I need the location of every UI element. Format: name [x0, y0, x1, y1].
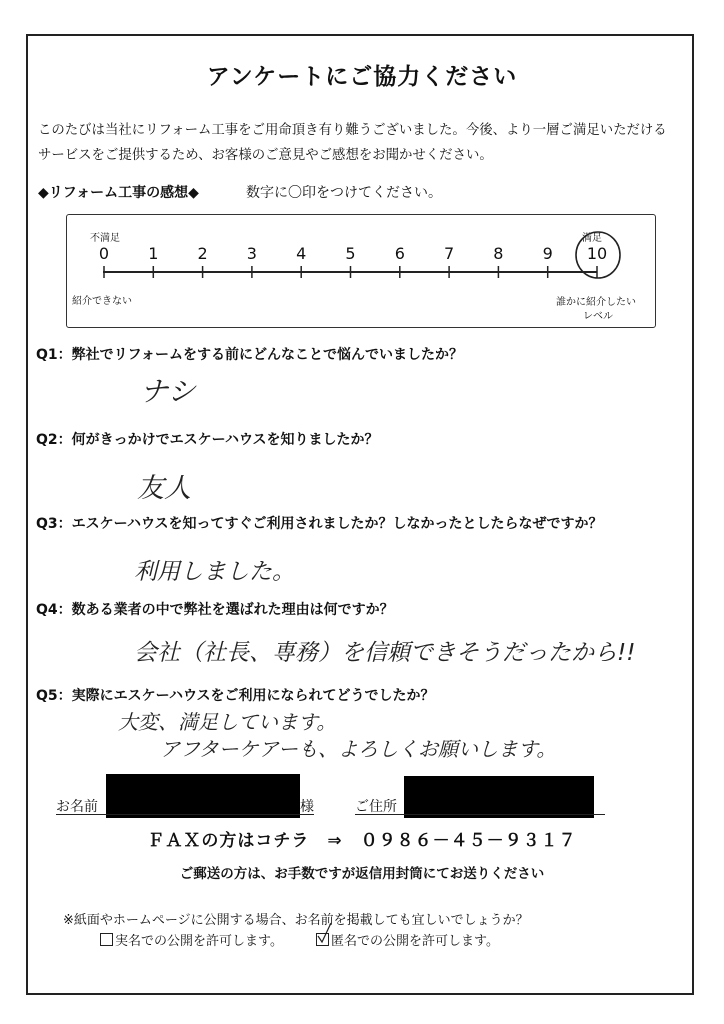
- instruction-text: 数字に〇印をつけてください。: [246, 185, 442, 201]
- intro-text: このたびは当社にリフォーム工事をご用命頂き有り難うございました。今後、より一層ご満足いただけるサービスをご提供するため、お客様のご意見やご感想をお聞かせください。: [38, 123, 667, 163]
- option-real-label: 実名での公開を許可します。: [115, 934, 283, 949]
- question-1: Q1：弊社でリフォームをする前にどんなことで悩んでいましたか？: [36, 347, 463, 363]
- publish-question: ※紙面やホームページに公開する場合、お名前を掲載しても宜しいでしょうか？: [63, 913, 529, 928]
- scale-number-1: 1: [148, 244, 159, 263]
- answer-5-line-1: 大変、満足しています。: [118, 710, 337, 734]
- scale-number-4: 4: [296, 244, 307, 263]
- mail-line: ご郵送の方は、お手数ですが返信用封筒にてお送りください: [179, 866, 545, 882]
- check-mark-icon: [316, 922, 332, 944]
- scale-number-7: 7: [444, 244, 455, 263]
- scale-number-9: 9: [542, 244, 553, 263]
- name-suffix: 様: [300, 799, 314, 815]
- fax-line: ＦＡＸの方はコチラ ⇒ ０９８６－４５－９３１７: [147, 831, 577, 851]
- scale-low-label: 不満足: [90, 233, 120, 244]
- address-redaction: [404, 776, 594, 818]
- selected-circle: [576, 232, 620, 278]
- survey-title: アンケートにご協力ください: [206, 64, 518, 90]
- scale-high-label: 満足: [582, 233, 602, 244]
- scale-high-caption-1: 誰かに紹介したい: [556, 297, 636, 308]
- name-label: お名前: [56, 799, 98, 815]
- scale-number-8: 8: [493, 244, 504, 263]
- scale-number-2: 2: [197, 244, 208, 263]
- question-2: Q2：何がきっかけでエスケーハウスを知りましたか？: [36, 432, 379, 448]
- section-title: ◆リフォーム工事の感想◆: [38, 185, 199, 201]
- question-4: Q4：数ある業者の中で弊社を選ばれた理由は何ですか？: [36, 602, 394, 618]
- option-anon[interactable]: [316, 930, 499, 949]
- option-real[interactable]: [100, 930, 283, 949]
- scale-number-5: 5: [345, 244, 356, 263]
- scale-number-3: 3: [246, 244, 257, 263]
- answer-2: 友人: [137, 473, 191, 504]
- scale-number-6: 6: [394, 244, 405, 263]
- scale-high-caption-2: レベル: [583, 311, 613, 322]
- checkbox-anon[interactable]: [316, 933, 329, 946]
- answer-1: ナシ: [140, 375, 196, 408]
- answer-3: 利用しました。: [134, 559, 295, 585]
- name-underline: [56, 814, 314, 815]
- answer-4: 会社（社長、専務）を信頼できそうだったから!!: [134, 640, 636, 666]
- name-redaction: [106, 774, 300, 818]
- question-3: Q3：エスケーハウスを知ってすぐご利用されましたか？しなかったとしたらなぜですか？: [36, 516, 603, 532]
- scale-number-0: 0: [98, 244, 110, 263]
- address-underline: [355, 814, 605, 815]
- checkbox-real[interactable]: [100, 933, 113, 946]
- question-5: Q5：実際にエスケーハウスをご利用になられてどうでしたか？: [36, 688, 435, 704]
- option-anon-label: 匿名での公開を許可します。: [331, 934, 499, 949]
- scale-low-caption: 紹介できない: [72, 296, 132, 307]
- scale-number-10: 10: [586, 244, 608, 263]
- address-label: ご住所: [355, 799, 397, 815]
- answer-5-line-2: アフターケアーも、よろしくお願いします。: [160, 737, 557, 761]
- scale-axis: [0, 0, 724, 340]
